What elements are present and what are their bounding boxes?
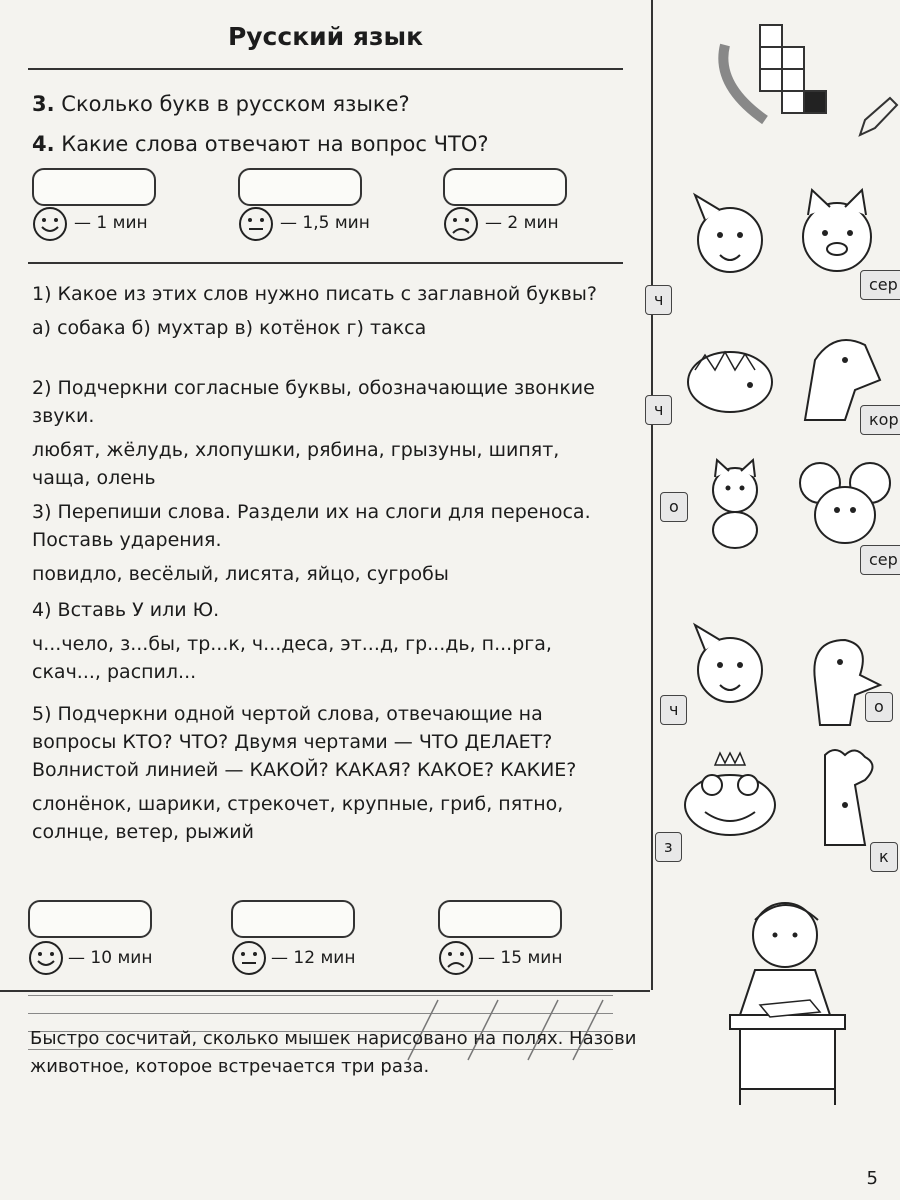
kitten-icon <box>695 455 775 555</box>
syllable-tag: к <box>870 842 898 872</box>
smile-face-icon <box>32 206 68 242</box>
task-2 <box>32 374 622 492</box>
task-1-answer: а) собака б) мухтар в) котёнок г) такса <box>32 317 427 339</box>
answer-box[interactable] <box>443 168 567 206</box>
mouse-icon <box>795 455 895 550</box>
timer-label: — 10 мин <box>68 948 153 968</box>
timer-label: — 15 мин <box>478 948 563 968</box>
timer-label: — 12 мин <box>271 948 356 968</box>
puppy-icon <box>685 615 775 715</box>
answer-box[interactable] <box>28 900 152 938</box>
puppy-icon <box>685 185 775 285</box>
neutral-face-icon <box>238 206 274 242</box>
syllable-tag: ч <box>645 395 672 425</box>
task-2-answer: любят, жёлудь, хлопушки, рябина, грызуны, шипят, чаща, олень <box>32 439 560 489</box>
sad-face-icon <box>438 940 474 976</box>
timer-row-bottom <box>28 900 623 980</box>
task-5-answer: слонёнок, шарики, стрекочет, крупные, гриб, пятно, солнце, ветер, рыжий <box>32 793 564 843</box>
timer-label: — 2 мин <box>485 213 559 233</box>
column-divider <box>651 0 653 990</box>
task-4-text: 4) Вставь У или Ю. <box>32 599 220 621</box>
answer-box[interactable] <box>238 168 362 206</box>
timer-label: — 1 мин <box>74 213 148 233</box>
task-4-answer: ч...чело, з...бы, тр...к, ч...деса, эт...д, гр...дь, п...рга, скач..., распил... <box>32 633 552 683</box>
syllable-tag: ч <box>660 695 687 725</box>
task-5-text: 5) Подчеркни одной чертой слова, отвечающие на вопросы КТО? ЧТО? Двумя чертами — ЧТО ДЕЛАЕТ? Волнистой линией — КАКОЙ? КАКАЯ? КАКОЕ? КАКИЕ? <box>32 703 577 781</box>
page-number: 5 <box>866 1168 878 1189</box>
answer-box[interactable] <box>32 168 156 206</box>
question-3-text: Сколько букв в русском языке? <box>61 92 410 116</box>
task-5 <box>32 700 622 846</box>
footer-rule <box>0 990 650 992</box>
timer-row-top <box>28 168 623 248</box>
grid-arrow-icon <box>705 15 845 135</box>
syllable-tag: сер <box>860 270 900 300</box>
page-title: Русский язык <box>227 22 424 51</box>
hedgehog-icon <box>680 340 780 420</box>
task-4 <box>32 596 622 686</box>
question-3 <box>32 92 410 116</box>
frog-icon <box>680 750 780 840</box>
smile-face-icon <box>28 940 64 976</box>
syllable-tag: о <box>865 692 893 722</box>
task-1 <box>32 280 622 342</box>
right-margin-illustrations <box>655 0 900 1100</box>
answer-box[interactable] <box>231 900 355 938</box>
task-2-text: 2) Подчеркни согласные буквы, обозначающие звонкие звуки. <box>32 377 595 427</box>
title-rule <box>28 68 623 70</box>
task-3 <box>32 498 622 588</box>
question-3-number: 3. <box>32 92 55 116</box>
question-4 <box>32 132 489 156</box>
neutral-face-icon <box>231 940 267 976</box>
task-3-answer: повидло, весёлый, лисята, яйцо, сугробы <box>32 563 449 585</box>
rooster-icon <box>795 745 885 855</box>
question-4-number: 4. <box>32 132 55 156</box>
timer-label: — 1,5 мин <box>280 213 370 233</box>
answer-box[interactable] <box>438 900 562 938</box>
cat-face-icon <box>790 185 885 280</box>
question-4-text: Какие слова отвечают на вопрос ЧТО? <box>61 132 489 156</box>
syllable-tag: сер <box>860 545 900 575</box>
footer-text: Быстро сосчитай, сколько мышек нарисовано на полях. Назови животное, которое встречается три раза. <box>30 1028 637 1077</box>
girl-at-desk-illustration <box>710 890 860 1110</box>
syllable-tag: о <box>660 492 688 522</box>
task-1-text: 1) Какое из этих слов нужно писать с заглавной буквы? <box>32 283 597 305</box>
section-rule <box>28 262 623 264</box>
task-3-text: 3) Перепиши слова. Раздели их на слоги для переноса. Поставь ударения. <box>32 501 591 551</box>
syllable-tag: кор <box>860 405 900 435</box>
syllable-tag: ч <box>645 285 672 315</box>
main-column <box>28 0 623 990</box>
syllable-tag: з <box>655 832 682 862</box>
sad-face-icon <box>443 206 479 242</box>
pencil-icon <box>855 95 900 140</box>
